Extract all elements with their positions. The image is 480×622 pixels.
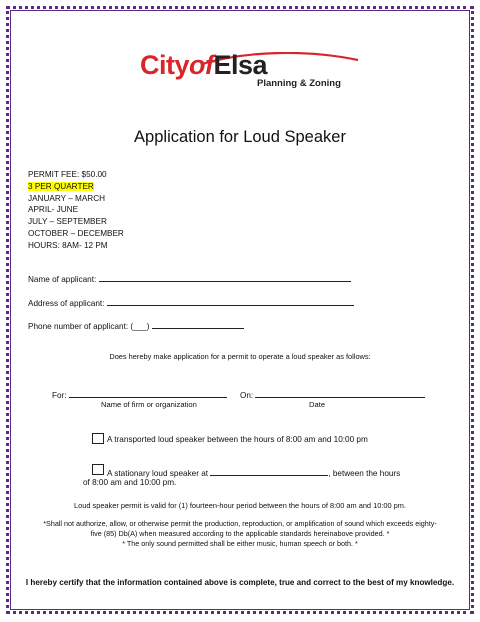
city-logo xyxy=(140,50,360,94)
phone-area-code[interactable]: (___) xyxy=(130,322,150,331)
quarter-2: APRIL- JUNE xyxy=(28,205,79,215)
on-input-line[interactable] xyxy=(255,389,425,398)
sound-restrictions-note xyxy=(30,519,450,549)
validity-text: Loud speaker permit is valid for (1) fourteen-hour period between the hours of 8:00 am and 10:00 pm. xyxy=(74,501,406,510)
address-field-row xyxy=(28,297,354,308)
logo-wordmark xyxy=(140,50,267,80)
note-line-2: five (85) Db(A) when measured according to the applicable standards hereinabove provided. * xyxy=(90,529,390,538)
phone-field-row xyxy=(28,320,244,331)
logo-city: City xyxy=(140,50,190,80)
stationary-checkbox[interactable] xyxy=(92,464,104,475)
document-title: Application for Loud Speaker xyxy=(134,128,346,146)
stationary-suffix: , between the hours xyxy=(328,469,401,478)
stationary-location-input-line[interactable] xyxy=(210,467,328,476)
stationary-prefix: A stationary loud speaker at xyxy=(107,469,209,478)
application-statement: Does hereby make application for a permit to operate a loud speaker as follows: xyxy=(109,352,371,361)
name-input-line[interactable] xyxy=(99,273,351,282)
address-label: Address of applicant: xyxy=(28,299,105,308)
date-caption: Date xyxy=(309,400,326,409)
transported-checkbox[interactable] xyxy=(92,433,104,444)
permit-quarter-highlight: 3 PER QUARTER xyxy=(28,181,94,191)
on-label: On: xyxy=(240,391,254,400)
certification-statement: I hereby certify that the information contained above is complete, true and correct to the best of my knowledge. xyxy=(25,578,455,587)
transported-option-label: A transported loud speaker between the hours of 8:00 am and 10:00 pm xyxy=(107,435,368,444)
for-input-line[interactable] xyxy=(69,389,227,398)
phone-input-line[interactable] xyxy=(152,320,244,329)
stationary-line-2: of 8:00 am and 10:00 pm. xyxy=(83,478,177,487)
name-field-row xyxy=(28,273,351,284)
for-label: For: xyxy=(52,391,67,400)
logo-of: of xyxy=(189,50,214,80)
logo-subtitle: Planning & Zoning xyxy=(257,78,341,89)
quarter-4: OCTOBER – DECEMBER xyxy=(28,228,124,238)
for-field-row xyxy=(52,389,227,400)
permit-hours: HOURS: 8AM- 12 PM xyxy=(28,240,108,250)
name-label: Name of applicant: xyxy=(28,275,97,284)
stationary-option-row xyxy=(107,467,400,478)
on-field-row xyxy=(240,389,425,400)
note-line-3: * The only sound permitted shall be either music, human speech or both. * xyxy=(122,539,358,548)
firm-caption: Name of firm or organization xyxy=(101,400,197,409)
phone-label: Phone number of applicant: xyxy=(28,322,129,331)
logo-elsa: Elsa xyxy=(213,50,268,80)
permit-fee: PERMIT FEE: $50.00 xyxy=(28,170,107,179)
address-input-line[interactable] xyxy=(107,297,354,306)
quarter-3: JULY – SEPTEMBER xyxy=(28,217,107,227)
note-line-1: *Shall not authorize, allow, or otherwise permit the production, reproduction, or amplification of sound which exceeds eighty- xyxy=(43,519,437,528)
permit-info xyxy=(28,169,124,252)
quarter-1: JANUARY – MARCH xyxy=(28,193,106,203)
